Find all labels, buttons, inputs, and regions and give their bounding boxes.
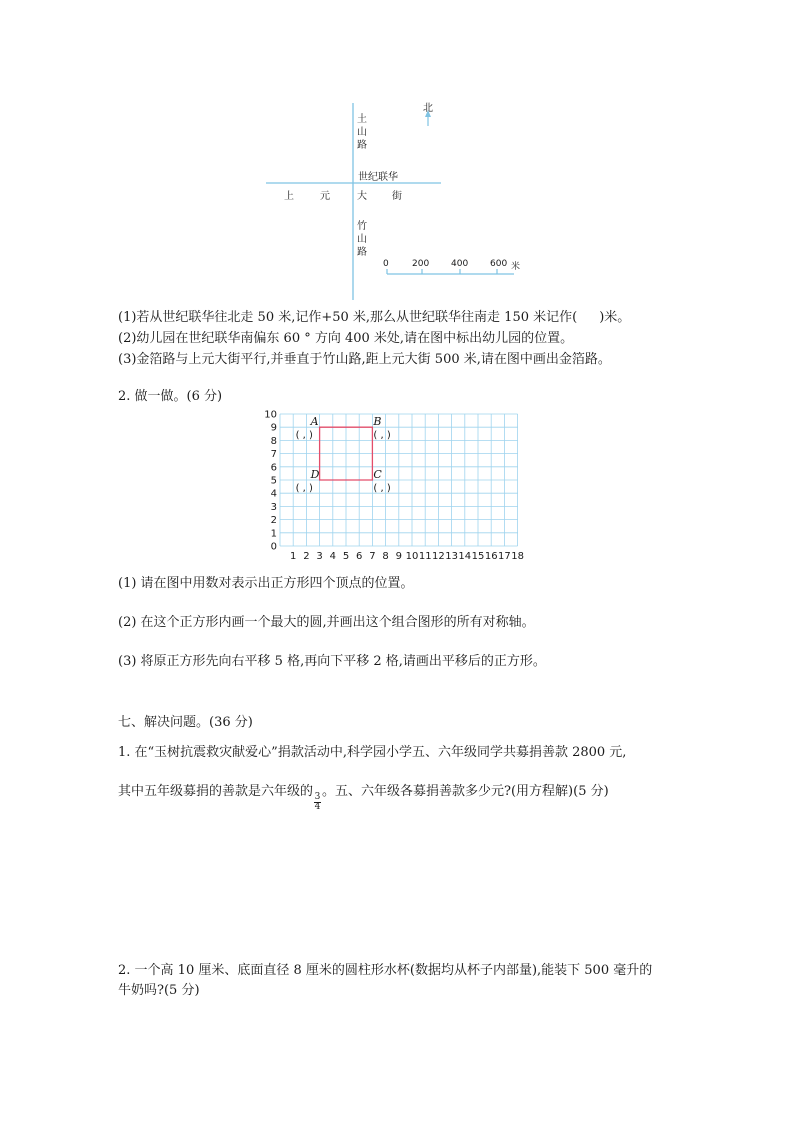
scale-label-0: 0 xyxy=(383,259,389,269)
item1-text: (1)若从世纪联华往北走 50 米,记作+50 米,那么从世纪联华往南走 150 米记作( xyxy=(118,310,578,325)
y-tick-label: 8 xyxy=(270,435,277,447)
x-tick-label: 16 xyxy=(484,551,498,562)
road-char: 路 xyxy=(357,247,367,258)
q1-line2-text: 其中五年级募捐的善款是六年级的 xyxy=(118,784,314,799)
street-char-yuan: 元 xyxy=(320,191,330,202)
grid-item-3: (3) 将原正方形先向右平移 5 格,再向下平移 2 格,请画出平移后的正方形。 xyxy=(118,654,546,669)
vertex-label-a: A xyxy=(310,415,319,429)
y-tick-label: 0 xyxy=(270,541,277,553)
north-label: 北 xyxy=(423,103,433,114)
y-tick-label: 4 xyxy=(270,488,277,500)
item1-suffix: )米。 xyxy=(599,310,631,325)
x-tick-label: 4 xyxy=(329,551,336,562)
fraction-three-quarters xyxy=(314,793,321,812)
grid-item-1: (1) 请在图中用数对表示出正方形四个顶点的位置。 xyxy=(118,576,414,591)
vertex-label-c: C xyxy=(373,468,382,481)
x-tick-label: 6 xyxy=(356,551,363,562)
street-char-da: 大 xyxy=(357,191,367,202)
road-char: 山 xyxy=(357,127,367,138)
intersection-label: 世纪联华 xyxy=(358,172,398,183)
scale-label-600: 600 xyxy=(490,259,508,269)
road-char: 土 xyxy=(357,114,367,125)
vertex-blank-b: ( , ) xyxy=(373,430,391,442)
vertex-blank-d: ( , ) xyxy=(295,483,313,494)
y-tick-label: 10 xyxy=(264,409,277,421)
x-tick-label: 11 xyxy=(418,551,432,562)
section-7-q2-line1: 2. 一个高 10 厘米、底面直径 8 厘米的圆柱形水杯(数据均从杯子内部量),能装下 500 毫升的 xyxy=(118,963,653,978)
y-tick-label: 7 xyxy=(270,449,277,461)
vertex-blank-c: ( , ) xyxy=(373,483,391,494)
x-tick-label: 15 xyxy=(471,551,485,562)
section-7-q2-line2: 牛奶吗?(5 分) xyxy=(118,983,200,998)
section-7-q1-line2 xyxy=(118,780,609,812)
x-tick-label: 9 xyxy=(395,551,402,562)
map-lines xyxy=(0,0,793,310)
map-item-1 xyxy=(118,306,630,325)
y-tick-label: 3 xyxy=(270,501,277,513)
x-tick-label: 3 xyxy=(316,551,323,562)
y-tick-label: 6 xyxy=(270,462,277,474)
x-tick-label: 17 xyxy=(498,551,511,562)
scale-label-400: 400 xyxy=(451,259,469,269)
fraction-denominator: 4 xyxy=(314,802,321,812)
grid-item-2: (2) 在这个正方形内画一个最大的圆,并画出这个组合图形的所有对称轴。 xyxy=(118,615,535,630)
fraction-numerator: 3 xyxy=(314,792,321,802)
x-tick-label: 5 xyxy=(342,551,350,562)
y-tick-label: 9 xyxy=(270,422,277,434)
x-tick-label: 13 xyxy=(445,551,458,562)
y-tick-label: 5 xyxy=(270,475,277,487)
vertex-label-d: D xyxy=(310,468,320,481)
y-tick-label: 2 xyxy=(270,515,277,527)
road-char: 路 xyxy=(357,140,367,151)
scale-label-200: 200 xyxy=(412,259,430,269)
road-label-zhushan xyxy=(357,220,369,259)
road-char: 山 xyxy=(357,234,367,245)
coordinate-grid xyxy=(260,408,540,566)
q1-line2-suffix: 。五、六年级各募捐善款多少元?(用方程解)(5 分) xyxy=(322,784,609,799)
section-7-title: 七、解决问题。(36 分) xyxy=(118,715,253,730)
x-tick-label: 1 xyxy=(290,551,297,562)
section-7-q1-line1: 1. 在“玉树抗震救灾献爱心”捐款活动中,科学园小学五、六年级同学共募捐善款 2800 元, xyxy=(118,745,627,760)
x-tick-label: 8 xyxy=(382,551,389,562)
x-tick-label: 18 xyxy=(511,551,524,562)
street-char-shang: 上 xyxy=(284,191,294,202)
map-item-3: (3)金箔路与上元大街平行,并垂直于竹山路,距上元大街 500 米,请在图中画出金箔路。 xyxy=(118,352,611,367)
x-tick-label: 2 xyxy=(303,551,310,562)
map-item-2: (2)幼儿园在世纪联华南偏东 60 ° 方向 400 米处,请在图中标出幼儿园的位置。 xyxy=(118,331,574,346)
scale-unit: 米 xyxy=(511,262,521,272)
road-char: 竹 xyxy=(357,221,367,232)
x-tick-label: 12 xyxy=(432,551,445,562)
y-tick-label: 1 xyxy=(270,528,277,540)
x-tick-label: 14 xyxy=(458,551,472,562)
x-tick-label: 10 xyxy=(405,551,419,562)
x-tick-label: 7 xyxy=(369,551,376,562)
vertex-blank-a: ( , ) xyxy=(295,430,313,442)
road-label-tushan xyxy=(357,113,369,152)
vertex-label-b: B xyxy=(373,415,382,429)
question-2-title: 2. 做一做。(6 分) xyxy=(118,389,223,404)
street-char-jie: 街 xyxy=(392,191,402,202)
